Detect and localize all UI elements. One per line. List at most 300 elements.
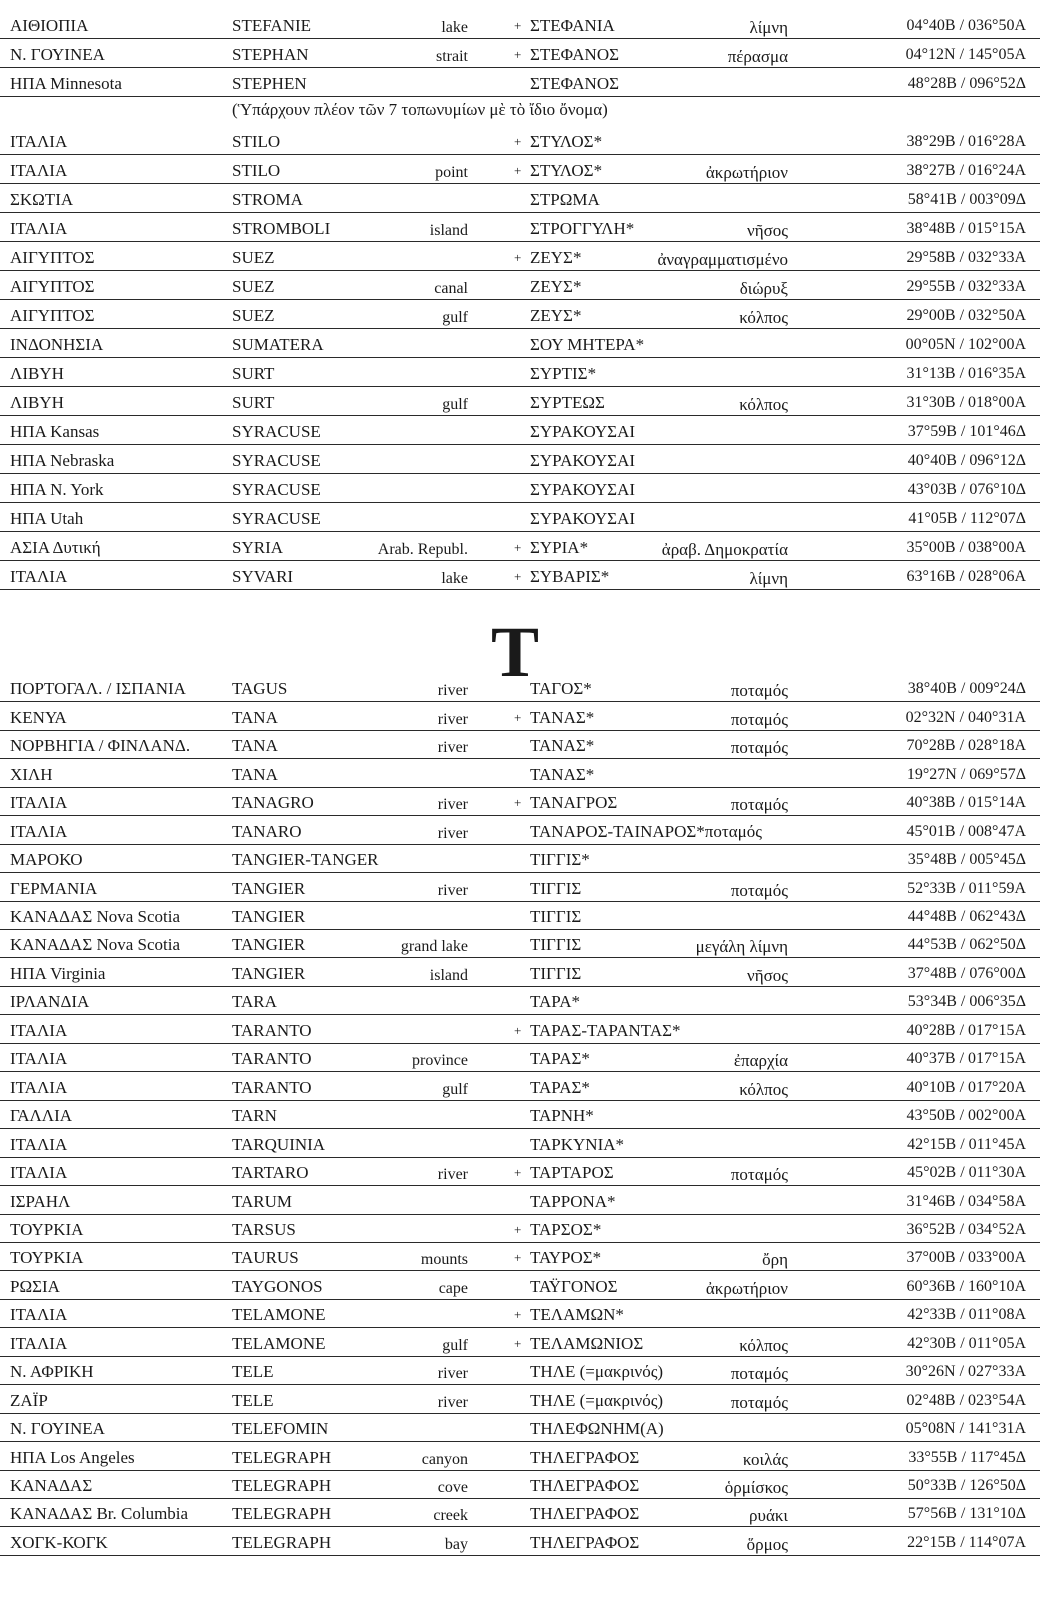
- place-name-cell: STROMBOLI: [232, 219, 331, 238]
- coordinates-cell: 40°38Β / 015°14Α: [906, 794, 1026, 812]
- greek-type-cell: ποταμός: [730, 880, 788, 900]
- table-row: [0, 1384, 1040, 1413]
- coordinates-cell: 35°48Β / 005°45Δ: [907, 851, 1026, 869]
- table-row: [0, 1071, 1040, 1100]
- greek-type-cell: ἀκρωτήριον: [705, 163, 788, 182]
- table-row: [0, 1242, 1040, 1271]
- place-name-cell: TELEFOMIN: [232, 1419, 329, 1439]
- place-name-cell: TANGIER: [232, 907, 306, 927]
- table-row: [0, 444, 1040, 474]
- place-name-cell: STEFANIE: [232, 16, 312, 35]
- greek-name-cell: ΣΥΡΤΙΣ*: [530, 364, 597, 383]
- plus-marker: +: [514, 18, 522, 33]
- country-cell: ΙΡΛΑΝΔΙΑ: [10, 992, 90, 1012]
- place-name-cell: SURT: [232, 393, 275, 412]
- table-row: [0, 67, 1040, 97]
- place-name-cell: TARA: [232, 992, 277, 1012]
- coordinates-cell: 00°05Ν / 102°00Α: [905, 336, 1026, 353]
- greek-name-cell: ΤΑΝΑΣ*: [530, 707, 595, 727]
- plus-marker: +: [514, 1022, 522, 1038]
- table-row: [0, 901, 1040, 930]
- coordinates-cell: 37°00Β / 033°00Α: [906, 1249, 1026, 1267]
- feature-type-cell: Arab. Republ.: [377, 541, 468, 558]
- greek-type-cell: ποταμός: [730, 795, 788, 815]
- greek-name-cell: ΤΑΡΑ*: [530, 992, 580, 1012]
- country-cell: ΓΑΛΛΙΑ: [10, 1106, 73, 1126]
- place-name-cell: TELAMONE: [232, 1305, 326, 1325]
- greek-name-cell: ΤΙΓΓΙΣ: [530, 963, 582, 983]
- table-row: [0, 154, 1040, 184]
- country-cell: ΙΤΑΛΙΑ: [10, 1134, 68, 1154]
- place-name-cell: TANA: [232, 707, 278, 727]
- place-name-cell: TELEGRAPH: [232, 1447, 332, 1467]
- coordinates-cell: 37°48Β / 076°00Δ: [907, 964, 1026, 982]
- country-cell: ΚΑΝΑΔΑΣ: [10, 1476, 93, 1496]
- place-name-cell: SYRACUSE: [232, 509, 321, 528]
- place-name-cell: TELEGRAPH: [232, 1476, 332, 1496]
- greek-name-cell: ΤΕΛΑΜΩΝ*: [530, 1305, 624, 1325]
- country-cell: ΛΙΒΥΗ: [10, 393, 64, 412]
- plus-marker: +: [514, 709, 522, 725]
- greek-type-cell: κοιλάς: [742, 1449, 788, 1469]
- feature-type-cell: creek: [433, 1507, 468, 1525]
- table-row: [0, 270, 1040, 300]
- greek-type-cell: νῆσος: [747, 221, 788, 240]
- country-cell: ΚΑΝΑΔΑΣ Br. Columbia: [10, 1504, 189, 1524]
- greek-name-cell: ΤΑΡΣΟΣ*: [530, 1219, 602, 1239]
- place-name-cell: TANAGRO: [232, 793, 314, 813]
- table-row: [0, 1356, 1040, 1385]
- country-cell: ΝΟΡΒΗΓΙΑ / ΦΙΝΛΑΝΔ.: [10, 736, 191, 756]
- coordinates-cell: 02°48Β / 023°54Α: [906, 1391, 1026, 1409]
- greek-name-cell: ΤΗΛΕΓΡΑΦΟΣ: [530, 1504, 640, 1524]
- feature-type-cell: gulf: [442, 309, 468, 326]
- table-row: [0, 844, 1040, 873]
- coordinates-cell: 38°48Β / 015°15Α: [906, 220, 1026, 237]
- greek-type-cell: κόλπος: [739, 308, 788, 327]
- table-row: [0, 328, 1040, 358]
- table-row: [0, 1527, 1040, 1556]
- greek-name-cell: ΖΕΥΣ*: [530, 248, 582, 267]
- place-name-cell: TANGIER: [232, 878, 306, 898]
- greek-name-cell: ΤΗΛΕΓΡΑΦΟΣ: [530, 1476, 640, 1496]
- feature-type-cell: bay: [444, 1535, 468, 1553]
- plus-marker: +: [514, 134, 522, 149]
- greek-type-cell: ἀραβ. Δημοκρατία: [661, 540, 788, 559]
- country-cell: Ν. ΓΟΥΙΝΕΑ: [10, 1419, 105, 1439]
- place-name-cell: TARSUS: [232, 1219, 296, 1239]
- country-cell: ΤΟΥΡΚΙΑ: [10, 1248, 84, 1268]
- greek-name-cell: ΤΑΝΑΡΟΣ-ΤΑΙΝΑΡΟΣ*ποταμός: [530, 821, 762, 841]
- place-name-cell: TARANTO: [232, 1049, 312, 1069]
- table-row: [0, 1441, 1040, 1470]
- feature-type-cell: province: [412, 1052, 468, 1070]
- place-name-cell: STEPHEN: [232, 74, 307, 93]
- greek-name-cell: ΖΕΥΣ*: [530, 277, 582, 296]
- greek-name-cell: ΣΤΡΩΜΑ: [530, 190, 600, 209]
- place-name-cell: TARTARO: [232, 1163, 309, 1183]
- country-cell: ΙΤΑΛΙΑ: [10, 161, 68, 180]
- country-cell: ΓΕΡΜΑΝΙΑ: [10, 878, 98, 898]
- greek-name-cell: ΤΗΛΕ (=μακρινός): [530, 1390, 664, 1410]
- coordinates-cell: 40°40Β / 096°12Δ: [907, 452, 1026, 469]
- table-row: [0, 212, 1040, 242]
- coordinates-cell: 63°16Β / 028°06Α: [906, 568, 1026, 585]
- note-text: (Ὑπάρχουν πλέον τῶν 7 τοπωνυμίων μὲ τὸ ἴδιο ὄνομα): [232, 100, 608, 119]
- coordinates-cell: 43°50Β / 002°00Α: [906, 1107, 1026, 1125]
- coordinates-cell: 02°32Ν / 040°31Α: [905, 708, 1026, 726]
- feature-type-cell: lake: [441, 19, 468, 36]
- feature-type-cell: mounts: [420, 1251, 468, 1269]
- table-row: [0, 958, 1040, 987]
- table-row: [0, 241, 1040, 271]
- country-cell: Ν. ΑΦΡΙΚΗ: [10, 1362, 94, 1382]
- greek-name-cell: ΣΤΕΦΑΝΙΑ: [530, 16, 615, 35]
- coordinates-cell: 60°36Β / 160°10Α: [906, 1277, 1026, 1295]
- coordinates-cell: 45°02Β / 011°30Α: [907, 1164, 1026, 1182]
- coordinates-cell: 52°33Β / 011°59Α: [907, 879, 1026, 897]
- place-name-cell: TARQUINIA: [232, 1134, 326, 1154]
- coordinates-cell: 38°40Β / 009°24Δ: [907, 680, 1026, 698]
- place-name-cell: SUMATERA: [232, 335, 324, 354]
- greek-name-cell: ΤΑΡΑΣ*: [530, 1077, 590, 1097]
- country-cell: ΛΙΒΥΗ: [10, 364, 64, 383]
- coordinates-cell: 36°52Β / 034°52Α: [906, 1220, 1026, 1238]
- place-name-cell: TANA: [232, 764, 278, 784]
- feature-type-cell: river: [437, 1365, 468, 1383]
- place-name-cell: TANA: [232, 736, 278, 756]
- place-name-cell: SUEZ: [232, 306, 275, 325]
- feature-type-cell: gulf: [442, 1336, 468, 1354]
- greek-type-cell: νῆσος: [747, 965, 788, 985]
- table-row: [0, 560, 1040, 590]
- coordinates-cell: 40°37Β / 017°15Α: [906, 1050, 1026, 1068]
- place-name-cell: TANGIER: [232, 963, 306, 983]
- country-cell: ΙΤΑΛΙΑ: [10, 1020, 68, 1040]
- greek-type-cell: λίμνη: [749, 18, 788, 37]
- greek-name-cell: ΤΗΛΕΓΡΑΦΟΣ: [530, 1532, 640, 1552]
- coordinates-cell: 45°01Β / 008°47Α: [906, 822, 1026, 840]
- greek-type-cell: κόλπος: [739, 1335, 788, 1355]
- greek-name-cell: ΤΗΛΕΦΩΝΗΜ(Α): [530, 1419, 664, 1439]
- greek-name-cell: ΤΑΡΝΗ*: [530, 1106, 594, 1126]
- greek-type-cell: ὄρη: [762, 1250, 788, 1270]
- coordinates-cell: 50°33Β / 126°50Δ: [907, 1477, 1026, 1495]
- table-row: [0, 9, 1040, 39]
- feature-type-cell: cape: [438, 1279, 468, 1297]
- coordinates-cell: 35°00Β / 038°00Α: [906, 539, 1026, 556]
- table-row: [0, 787, 1040, 816]
- place-name-cell: TAGUS: [232, 679, 288, 699]
- table-row: [0, 1327, 1040, 1356]
- coordinates-cell: 42°30Β / 011°05Α: [907, 1334, 1026, 1352]
- table-row: [0, 299, 1040, 329]
- greek-name-cell: ΤΗΛΕ (=μακρινός): [530, 1362, 664, 1382]
- greek-name-cell: ΖΕΥΣ*: [530, 306, 582, 325]
- table-row: [0, 1498, 1040, 1527]
- table-row: [0, 986, 1040, 1015]
- country-cell: ΑΙΓΥΠΤΟΣ: [10, 306, 95, 325]
- coordinates-cell: 05°08Ν / 141°31Α: [905, 1420, 1026, 1438]
- table-row: [0, 701, 1040, 730]
- country-cell: ΚΕΝΥΑ: [10, 707, 67, 727]
- place-name-cell: TANGIER-TANGER: [232, 850, 379, 870]
- coordinates-cell: 19°27Ν / 069°57Δ: [906, 765, 1026, 783]
- country-cell: ΙΤΑΛΙΑ: [10, 1077, 68, 1097]
- table-row: [0, 929, 1040, 958]
- country-cell: ΙΤΑΛΙΑ: [10, 1049, 68, 1069]
- country-cell: ΙΤΑΛΙΑ: [10, 1163, 68, 1183]
- place-name-cell: SYRACUSE: [232, 480, 321, 499]
- table-row: [0, 673, 1040, 702]
- table-row: [0, 1214, 1040, 1243]
- coordinates-cell: 42°15Β / 011°45Α: [907, 1135, 1026, 1153]
- feature-type-cell: river: [437, 1166, 468, 1184]
- place-name-cell: TELE: [232, 1362, 274, 1382]
- place-name-cell: SYRIA: [232, 538, 284, 557]
- coordinates-cell: 30°26Ν / 027°33Α: [905, 1363, 1026, 1381]
- place-name-cell: TARUM: [232, 1191, 293, 1211]
- place-name-cell: TANGIER: [232, 935, 306, 955]
- country-cell: ΗΠΑ Minnesota: [10, 74, 122, 93]
- plus-marker: +: [514, 1307, 522, 1323]
- country-cell: ΜΑΡΟΚΟ: [10, 850, 83, 870]
- greek-name-cell: ΤΑΓΟΣ*: [530, 679, 592, 699]
- feature-type-cell: river: [437, 881, 468, 899]
- place-name-cell: STROMA: [232, 190, 303, 209]
- place-name-cell: SYVARI: [232, 567, 294, 586]
- country-cell: ΗΠΑ N. York: [10, 480, 104, 499]
- greek-name-cell: ΤΑΡΚΥΝΙΑ*: [530, 1134, 625, 1154]
- greek-name-cell: ΤΑΥΡΟΣ*: [530, 1248, 602, 1268]
- greek-name-cell: ΤΕΛΑΜΩΝΙΟΣ: [530, 1333, 644, 1353]
- place-name-cell: TARANTO: [232, 1020, 312, 1040]
- place-name-cell: STILO: [232, 161, 281, 180]
- feature-type-cell: river: [437, 739, 468, 757]
- country-cell: ΗΠΑ Kansas: [10, 422, 100, 441]
- table-row: [0, 415, 1040, 445]
- greek-name-cell: ΣΥΡΙΑ*: [530, 538, 589, 557]
- greek-name-cell: ΣΥΡΑΚΟΥΣΑΙ: [530, 509, 636, 528]
- plus-marker: +: [514, 163, 522, 178]
- coordinates-cell: 38°27Β / 016°24Α: [906, 162, 1026, 179]
- country-cell: ΙΤΑΛΙΑ: [10, 219, 68, 238]
- place-name-cell: TARANTO: [232, 1077, 312, 1097]
- greek-name-cell: ΤΑΡΑΣ*: [530, 1049, 590, 1069]
- greek-name-cell: ΣΤΥΛΟΣ*: [530, 161, 603, 180]
- greek-type-cell: λίμνη: [749, 569, 788, 588]
- country-cell: ΙΤΑΛΙΑ: [10, 821, 68, 841]
- coordinates-cell: 48°28Β / 096°52Δ: [907, 75, 1026, 92]
- table-row: [0, 357, 1040, 387]
- greek-type-cell: ἀκρωτήριον: [705, 1278, 788, 1298]
- greek-name-cell: ΤΗΛΕΓΡΑΦΟΣ: [530, 1447, 640, 1467]
- country-cell: ΗΠΑ Utah: [10, 509, 84, 528]
- greek-type-cell: ποταμός: [730, 1364, 788, 1384]
- place-name-cell: TAYGONOS: [232, 1276, 323, 1296]
- greek-name-cell: ΤΑΝΑΓΡΟΣ: [530, 793, 618, 813]
- plus-marker: +: [514, 1335, 522, 1351]
- table-row: [0, 872, 1040, 901]
- coordinates-cell: 38°29Β / 016°28Α: [906, 133, 1026, 150]
- table-row: [0, 1413, 1040, 1442]
- feature-type-cell: river: [437, 1393, 468, 1411]
- place-name-cell: TARN: [232, 1106, 277, 1126]
- plus-marker: +: [514, 250, 522, 265]
- coordinates-cell: 29°55Β / 032°33Α: [906, 278, 1026, 295]
- coordinates-cell: 53°34Β / 006°35Δ: [907, 993, 1026, 1011]
- place-name-cell: TELAMONE: [232, 1333, 326, 1353]
- table-row: [0, 38, 1040, 68]
- coordinates-cell: 31°13Β / 016°35Α: [906, 365, 1026, 382]
- place-name-cell: STEPHAN: [232, 45, 309, 64]
- country-cell: ΗΠΑ Virginia: [10, 963, 106, 983]
- greek-name-cell: ΣΤΥΛΟΣ*: [530, 132, 603, 151]
- feature-type-cell: river: [437, 682, 468, 700]
- feature-type-cell: gulf: [442, 1080, 468, 1098]
- coordinates-cell: 33°55Β / 117°45Δ: [908, 1448, 1026, 1466]
- coordinates-cell: 57°56Β / 131°10Δ: [907, 1505, 1026, 1523]
- greek-type-cell: ποταμός: [730, 681, 788, 701]
- place-name-cell: SURT: [232, 364, 275, 383]
- plus-marker: +: [514, 1221, 522, 1237]
- plus-marker: +: [514, 47, 522, 62]
- country-cell: ΠΟΡΤΟΓΑΛ. / ΙΣΠΑΝΙΑ: [10, 679, 186, 699]
- place-name-cell: TELE: [232, 1390, 274, 1410]
- country-cell: ΑΙΓΥΠΤΟΣ: [10, 248, 95, 267]
- greek-name-cell: ΣΤΕΦΑΝΟΣ: [530, 74, 620, 93]
- coordinates-cell: 44°48Β / 062°43Δ: [907, 908, 1026, 926]
- coordinates-cell: 37°59Β / 101°46Δ: [907, 423, 1026, 440]
- country-cell: ΑΙΓΥΠΤΟΣ: [10, 277, 95, 296]
- country-cell: ΙΤΑΛΙΑ: [10, 793, 68, 813]
- greek-name-cell: ΣΥΡΑΚΟΥΣΑΙ: [530, 422, 636, 441]
- coordinates-cell: 42°33Β / 011°08Α: [907, 1306, 1026, 1324]
- place-name-cell: TELEGRAPH: [232, 1504, 332, 1524]
- country-cell: ΙΣΡΑΗΛ: [10, 1191, 71, 1211]
- place-name-cell: TANARO: [232, 821, 302, 841]
- coordinates-cell: 04°40Β / 036°50Α: [906, 17, 1026, 34]
- country-cell: ΧΟΓΚ-ΚΟΓΚ: [10, 1532, 108, 1552]
- country-cell: ΣΚΩΤΙΑ: [10, 190, 74, 209]
- country-cell: ΡΩΣΙΑ: [10, 1276, 60, 1296]
- table-row: [0, 1299, 1040, 1328]
- place-name-cell: TELEGRAPH: [232, 1532, 332, 1552]
- greek-name-cell: ΣΥΒΑΡΙΣ*: [530, 567, 610, 586]
- plus-marker: +: [514, 540, 522, 555]
- greek-type-cell: ὁρμίσκος: [724, 1478, 788, 1498]
- greek-name-cell: ΤΑΡΑΣ-ΤΑΡΑΝΤΑΣ*: [530, 1020, 681, 1040]
- table-row: [0, 183, 1040, 213]
- country-cell: ΙΤΑΛΙΑ: [10, 132, 68, 151]
- greek-type-cell: ποταμός: [730, 1392, 788, 1412]
- plus-marker: +: [514, 1250, 522, 1266]
- greek-type-cell: ρυάκι: [749, 1506, 788, 1526]
- greek-type-cell: διώρυξ: [739, 279, 788, 298]
- place-name-cell: STILO: [232, 132, 281, 151]
- greek-name-cell: ΣΤΡΟΓΓΥΛΗ*: [530, 219, 635, 238]
- country-cell: ΑΙΘΙΟΠΙΑ: [10, 16, 89, 35]
- greek-type-cell: ποταμός: [730, 709, 788, 729]
- greek-type-cell: κόλπος: [739, 1079, 788, 1099]
- country-cell: ΚΑΝΑΔΑΣ Nova Scotia: [10, 935, 181, 955]
- feature-type-cell: island: [429, 222, 468, 239]
- coordinates-cell: 29°58Β / 032°33Α: [906, 249, 1026, 266]
- coordinates-cell: 43°03Β / 076°10Δ: [907, 481, 1026, 498]
- greek-name-cell: ΤΙΓΓΙΣ: [530, 907, 582, 927]
- coordinates-cell: 40°28Β / 017°15Α: [906, 1021, 1026, 1039]
- table-row: [0, 125, 1040, 155]
- table-row: [0, 1014, 1040, 1043]
- coordinates-cell: 41°05Β / 112°07Δ: [908, 510, 1026, 527]
- coordinates-cell: 04°12Ν / 145°05Α: [905, 46, 1026, 63]
- table-row: [0, 1157, 1040, 1186]
- place-name-cell: SYRACUSE: [232, 422, 321, 441]
- greek-name-cell: ΣΥΡΑΚΟΥΣΑΙ: [530, 480, 636, 499]
- table-row: [0, 531, 1040, 561]
- table-row: [0, 1043, 1040, 1072]
- coordinates-cell: 44°53Β / 062°50Δ: [907, 936, 1026, 954]
- country-cell: ΖΑΪΡ: [10, 1390, 48, 1410]
- plus-marker: +: [514, 795, 522, 811]
- table-row: [0, 1470, 1040, 1499]
- greek-type-cell: πέρασμα: [727, 47, 788, 66]
- feature-type-cell: river: [437, 824, 468, 842]
- greek-name-cell: ΣΥΡΤΕΩΣ: [530, 393, 605, 412]
- feature-type-cell: island: [429, 966, 468, 984]
- greek-type-cell: ὅρμος: [746, 1534, 788, 1554]
- country-cell: ΙΤΑΛΙΑ: [10, 567, 68, 586]
- feature-type-cell: cove: [437, 1479, 468, 1497]
- feature-type-cell: canyon: [421, 1450, 468, 1468]
- table-row: [0, 1100, 1040, 1129]
- greek-type-cell: ποταμός: [730, 738, 788, 758]
- greek-name-cell: ΤΙΓΓΙΣ: [530, 935, 582, 955]
- feature-type-cell: canal: [434, 280, 468, 297]
- table-row: [0, 1185, 1040, 1214]
- greek-name-cell: ΤΑΡΡΟΝΑ*: [530, 1191, 616, 1211]
- greek-type-cell: ποταμός: [730, 1165, 788, 1185]
- table-row: [0, 502, 1040, 532]
- feature-type-cell: strait: [436, 48, 468, 65]
- feature-type-cell: river: [437, 796, 468, 814]
- greek-type-cell: κόλπος: [739, 395, 788, 414]
- place-name-cell: SUEZ: [232, 248, 275, 267]
- feature-type-cell: gulf: [442, 396, 468, 413]
- plus-marker: +: [514, 569, 522, 584]
- greek-name-cell: ΤΑΡΤΑΡΟΣ: [530, 1163, 614, 1183]
- place-name-cell: SUEZ: [232, 277, 275, 296]
- greek-name-cell: ΤΙΓΓΙΣ: [530, 878, 582, 898]
- table-row: [0, 386, 1040, 416]
- country-cell: ΙΝΔΟΝΗΣΙΑ: [10, 335, 104, 354]
- feature-type-cell: river: [437, 710, 468, 728]
- country-cell: ΙΤΑΛΙΑ: [10, 1305, 68, 1325]
- table-row: [0, 473, 1040, 503]
- greek-type-cell: μεγάλη λίμνη: [695, 937, 788, 957]
- table-row: [0, 815, 1040, 844]
- place-name-cell: SYRACUSE: [232, 451, 321, 470]
- feature-type-cell: grand lake: [400, 938, 468, 956]
- greek-type-cell: ἐπαρχία: [733, 1051, 788, 1071]
- country-cell: ΑΣΙΑ Δυτική: [10, 538, 101, 557]
- coordinates-cell: 40°10Β / 017°20Α: [906, 1078, 1026, 1096]
- country-cell: ΚΑΝΑΔΑΣ Nova Scotia: [10, 907, 181, 927]
- country-cell: ΙΤΑΛΙΑ: [10, 1333, 68, 1353]
- greek-name-cell: ΤΑΫΓΟΝΟΣ: [530, 1276, 618, 1296]
- coordinates-cell: 29°00Β / 032°50Α: [906, 307, 1026, 324]
- table-row: [0, 730, 1040, 759]
